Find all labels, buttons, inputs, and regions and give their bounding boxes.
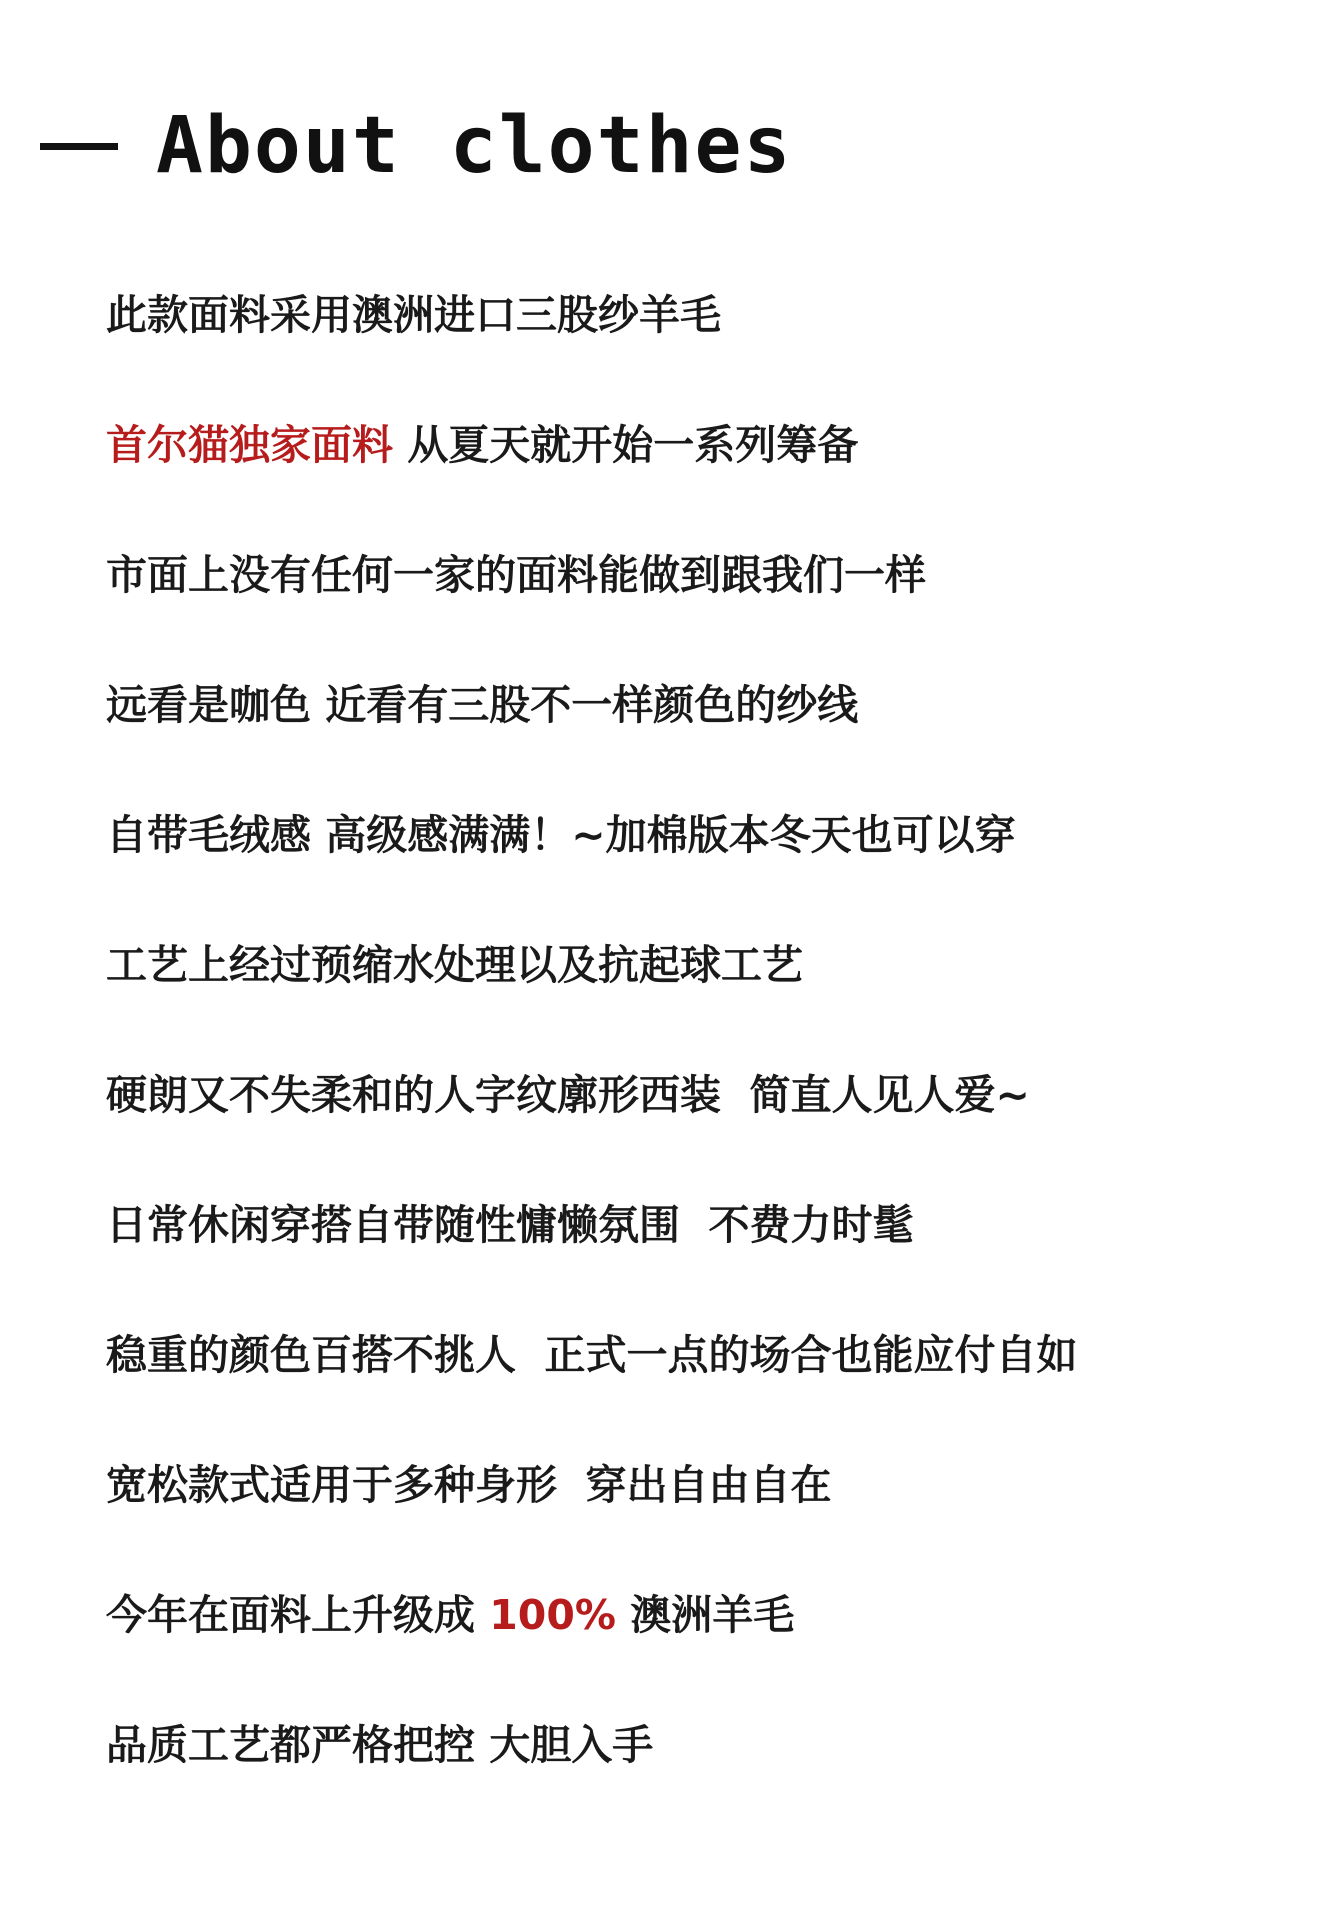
- line-text: 远看是咖色 近看有三股不一样颜色的纱线: [106, 681, 859, 729]
- description-line: [106, 673, 1078, 803]
- description-list: [106, 283, 1078, 1843]
- description-line: [106, 1453, 1078, 1583]
- line-text: 今年在面料上升级成: [106, 1591, 490, 1639]
- line-text: 宽松款式适用于多种身形 穿出自由自在: [106, 1461, 832, 1509]
- line-text: 日常休闲穿搭自带随性慵懒氛围 不费力时髦: [106, 1201, 914, 1249]
- highlight-text: 100%: [489, 1591, 616, 1639]
- description-line: [106, 1063, 1078, 1193]
- line-text: 澳洲羊毛: [615, 1591, 795, 1639]
- line-text: 品质工艺都严格把控 大胆入手: [106, 1721, 654, 1769]
- description-line: [106, 1583, 1078, 1713]
- description-line: [106, 1323, 1078, 1453]
- description-line: [106, 803, 1078, 933]
- heading-dash-divider: [40, 143, 118, 150]
- description-line: [106, 933, 1078, 1063]
- line-text: 稳重的颜色百搭不挑人 正式一点的场合也能应付自如: [106, 1331, 1078, 1379]
- highlight-text: 首尔猫独家面料: [106, 421, 393, 469]
- description-line: [106, 283, 1078, 413]
- page-title: About clothes: [156, 101, 793, 191]
- description-line: [106, 1713, 1078, 1843]
- line-text: 硬朗又不失柔和的人字纹廓形西装 简直人见人爱~: [106, 1071, 1030, 1119]
- line-text: 工艺上经过预缩水处理以及抗起球工艺: [106, 941, 803, 989]
- description-line: [106, 1193, 1078, 1323]
- line-text: 自带毛绒感 高级感满满！~加棉版本冬天也可以穿: [106, 811, 1016, 859]
- line-text: 从夏天就开始一系列筹备: [393, 421, 859, 469]
- description-line: [106, 543, 1078, 673]
- line-text: 此款面料采用澳洲进口三股纱羊毛: [106, 291, 721, 339]
- section-heading: [40, 96, 792, 196]
- line-text: 市面上没有任何一家的面料能做到跟我们一样: [106, 551, 926, 599]
- description-line: [106, 413, 1078, 543]
